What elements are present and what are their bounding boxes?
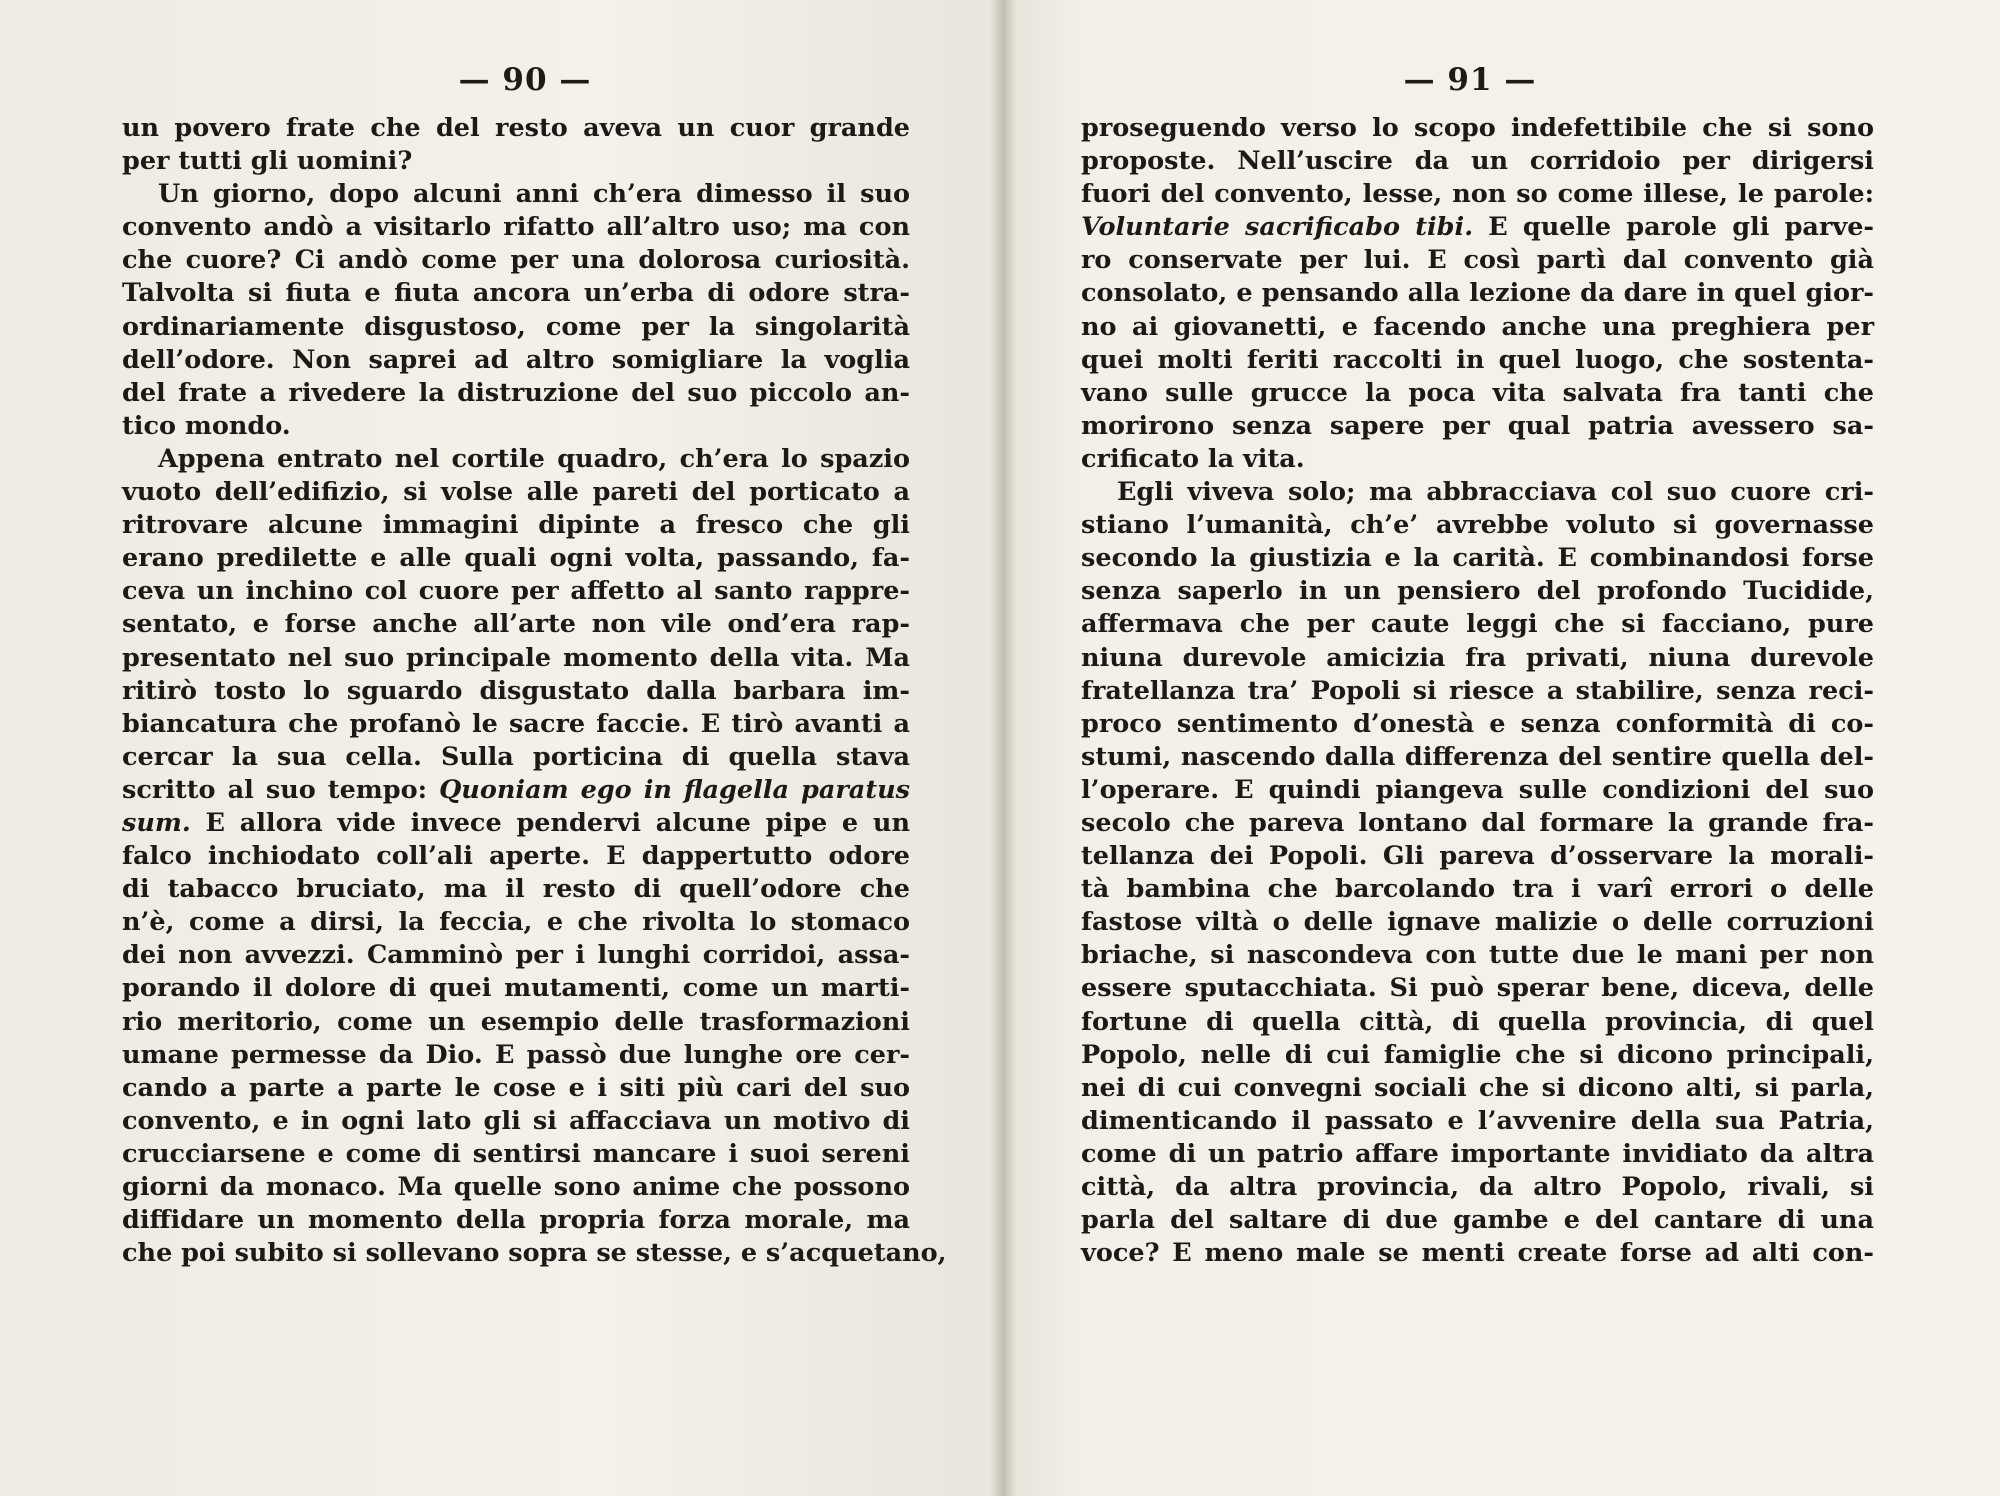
text-line — [122, 939, 910, 972]
text-line — [1081, 642, 1874, 675]
italic-latin-text: Voluntarie sacrificabo tibi. — [1081, 212, 1474, 243]
line-text: quei molti feriti raccolti in quel luogo, che sostenta- — [1081, 344, 1874, 375]
book-gutter — [990, 0, 1016, 1496]
line-text: convento, e in ogni lato gli si affacciava un motivo di — [122, 1105, 910, 1136]
text-line — [1081, 311, 1874, 344]
text-line — [122, 178, 910, 211]
text-line — [1081, 774, 1874, 807]
page-number: — 91 — — [1403, 62, 1537, 98]
line-text: diffidare un momento della propria forza morale, ma — [122, 1205, 910, 1236]
text-line — [122, 344, 910, 377]
text-line — [122, 145, 910, 178]
line-text: crucciarsene e come di sentirsi mancare i suoi sereni — [122, 1138, 910, 1169]
text-line — [122, 642, 910, 675]
text-line — [1081, 972, 1874, 1005]
text-line — [1081, 1072, 1874, 1105]
text-line — [122, 741, 910, 774]
line-text: dimenticando il passato e l’avvenire della sua Patria, — [1081, 1105, 1874, 1136]
text-line — [122, 277, 910, 310]
text-line — [122, 476, 910, 509]
line-text: biancatura che profanò le sacre faccie. E tirò avanti a — [122, 708, 910, 739]
text-line — [122, 443, 910, 476]
text-line — [1081, 344, 1874, 377]
text-line — [1081, 244, 1874, 277]
line-text: consolato, e pensando alla lezione da dare in quel gior- — [1081, 278, 1874, 309]
line-text: Appena entrato nel cortile quadro, ch’era lo spazio — [158, 443, 910, 474]
line-text: ro conservate per lui. E così partì dal convento già — [1081, 245, 1874, 276]
text-line — [1081, 1138, 1874, 1171]
line-text: presentato nel suo principale momento della vita. Ma — [122, 642, 910, 673]
line-text: tellanza dei Popoli. Gli pareva d’osservare la morali- — [1081, 841, 1874, 872]
line-text: l’operare. E quindi piangeva sulle condizioni del suo — [1081, 774, 1874, 805]
text-line — [122, 1039, 910, 1072]
line-text: proposte. Nell’uscire da un corridoio per dirigersi — [1081, 146, 1874, 177]
text-line — [122, 840, 910, 873]
line-text: ordinariamente disgustoso, come per la singolarità — [122, 311, 910, 342]
line-text: stumi, nascendo dalla differenza del sentire quella del- — [1081, 741, 1874, 772]
line-text: città, da altra provincia, da altro Popolo, rivali, si — [1081, 1172, 1874, 1202]
text-line — [122, 112, 910, 145]
line-text: giorni da monaco. Ma quelle sono anime che possono — [122, 1172, 910, 1202]
text-line — [122, 807, 910, 840]
line-text: voce? E meno male se menti create forse ad alti con- — [1081, 1238, 1874, 1269]
page-body — [1081, 112, 1874, 1270]
italic-latin-text: Quoniam ego in flagella paratus — [439, 774, 910, 805]
text-line — [122, 1006, 910, 1039]
text-line — [122, 708, 910, 741]
line-text: sentato, e forse anche all’arte non vile ond’era rap- — [122, 609, 910, 640]
line-text: parla del saltare di due gambe e del cantare di una — [1081, 1205, 1874, 1236]
text-line — [122, 675, 910, 708]
text-line — [122, 1105, 910, 1138]
line-text: E quelle parole gli parve- — [1473, 212, 1875, 243]
line-text: che cuore? Ci andò come per una dolorosa curiosità. — [122, 245, 910, 276]
text-line — [1081, 1006, 1874, 1039]
text-line — [122, 873, 910, 906]
line-text: cando a parte a parte le cose e i siti più cari del suo — [122, 1072, 910, 1103]
text-line — [1081, 575, 1874, 608]
line-text: affermava che per caute leggi che si facciano, pure — [1081, 609, 1874, 640]
text-line — [1081, 840, 1874, 873]
text-line — [1081, 906, 1874, 939]
text-line — [122, 1138, 910, 1171]
line-text: crificato la vita. — [1081, 443, 1305, 474]
right-page — [1003, 0, 2000, 1496]
text-line — [122, 244, 910, 277]
text-line — [1081, 410, 1874, 443]
line-text: n’è, come a dirsi, la feccia, e che rivolta lo stomaco — [122, 907, 910, 938]
text-line — [1081, 476, 1874, 509]
line-text: come di un patrio affare importante invidiato da altra — [1081, 1138, 1874, 1169]
line-text: E allora vide invece pendervi alcune pipe e un — [190, 807, 910, 838]
text-line — [122, 509, 910, 542]
line-text: scritto al suo tempo: — [122, 774, 428, 805]
text-line — [1081, 1171, 1874, 1204]
text-line — [1081, 1237, 1874, 1270]
text-line — [1081, 1204, 1874, 1237]
text-line — [1081, 509, 1874, 542]
line-text: fratellanza tra’ Popoli si riesce a stabilire, senza reci- — [1081, 675, 1874, 706]
text-line — [1081, 939, 1874, 972]
text-line — [122, 410, 910, 443]
line-text: fuori del convento, lesse, non so come illese, le parole: — [1081, 179, 1874, 210]
text-line — [122, 1237, 947, 1270]
line-text: Un giorno, dopo alcuni anni ch’era dimesso il suo — [158, 179, 910, 210]
text-line — [1081, 873, 1874, 906]
text-line — [122, 311, 910, 344]
text-line — [1081, 741, 1874, 774]
text-line — [1081, 542, 1874, 575]
text-line — [1081, 178, 1874, 211]
text-line — [122, 972, 910, 1005]
text-line — [1081, 608, 1874, 641]
text-line — [1081, 112, 1874, 145]
line-text: dell’odore. Non saprei ad altro somigliare la voglia — [122, 344, 910, 375]
italic-latin-text: sum. — [122, 807, 191, 838]
text-line — [1081, 443, 1874, 476]
line-text: niuna durevole amicizia fra privati, niuna durevole — [1081, 642, 1874, 673]
line-text: nei di cui convegni sociali che si dicono alti, si parla, — [1081, 1072, 1874, 1103]
line-text: un povero frate che del resto aveva un cuor grande — [122, 113, 910, 143]
line-text: proseguendo verso lo scopo indefettibile che si sono — [1081, 113, 1874, 143]
text-line — [1081, 145, 1874, 178]
line-text: convento andò a visitarlo rifatto all’altro uso; ma con — [122, 212, 910, 243]
text-line — [122, 1171, 910, 1204]
line-text: ritirò tosto lo sguardo disgustato dalla barbara im- — [122, 675, 910, 706]
text-line — [122, 211, 910, 244]
line-text: cercar la sua cella. Sulla porticina di quella stava — [122, 741, 910, 772]
line-text: secondo la giustizia e la carità. E combinandosi forse — [1081, 543, 1874, 574]
line-text: vuoto dell’edifizio, si volse alle pareti del porticato a — [122, 477, 910, 508]
text-line — [1081, 277, 1874, 310]
line-text: falco inchiodato coll’ali aperte. E dappertutto odore — [122, 841, 910, 872]
line-text: tico mondo. — [122, 410, 291, 441]
text-line — [1081, 211, 1874, 244]
text-line — [1081, 1105, 1874, 1138]
text-line — [122, 906, 910, 939]
line-text: rio meritorio, come un esempio delle trasformazioni — [122, 1006, 910, 1037]
text-line — [122, 542, 910, 575]
line-text: dei non avvezzi. Camminò per i lunghi corridoi, assa- — [122, 940, 910, 971]
text-line — [122, 774, 910, 807]
line-text: Talvolta si fiuta e fiuta ancora un’erba di odore stra- — [122, 278, 910, 309]
page-number: — 90 — — [458, 62, 592, 98]
line-text: che poi subito si sollevano sopra se stesse, e s’acquetano, — [122, 1238, 947, 1269]
text-line — [1081, 675, 1874, 708]
line-text: secolo che pareva lontano dal formare la grande fra- — [1081, 807, 1874, 838]
line-text: erano predilette e alle quali ogni volta, passando, fa- — [122, 543, 910, 574]
text-line — [1081, 1039, 1874, 1072]
text-line — [1081, 807, 1874, 840]
text-line — [1081, 708, 1874, 741]
line-text: del frate a rivedere la distruzione del suo piccolo an- — [122, 377, 910, 408]
line-text: essere sputacchiata. Si può sperar bene, diceva, delle — [1081, 973, 1874, 1004]
line-text: no ai giovanetti, e facendo anche una preghiera per — [1081, 311, 1874, 342]
line-text: porando il dolore di quei mutamenti, come un marti- — [122, 973, 910, 1004]
line-text: umane permesse da Dio. E passò due lunghe ore cer- — [122, 1039, 910, 1070]
line-text: Egli viveva solo; ma abbracciava col suo cuore cri- — [1117, 477, 1874, 508]
line-text: ceva un inchino col cuore per affetto al santo rappre- — [122, 576, 910, 607]
line-text: per tutti gli uomini? — [122, 146, 413, 177]
text-line — [122, 575, 910, 608]
line-text: stiano l’umanità, ch’e’ avrebbe voluto si governasse — [1081, 510, 1874, 541]
line-text: proco sentimento d’onestà e senza conformità di co- — [1081, 708, 1874, 739]
text-line — [1081, 377, 1874, 410]
text-line — [122, 377, 910, 410]
text-line — [122, 608, 910, 641]
text-line — [122, 1072, 910, 1105]
line-text: tà bambina che barcolando tra i varî errori o delle — [1081, 874, 1874, 905]
line-text: vano sulle grucce la poca vita salvata fra tanti che — [1081, 377, 1874, 408]
line-text: senza saperlo in un pensiero del profondo Tucidide, — [1081, 576, 1874, 607]
line-text: Popolo, nelle di cui famiglie che si dicono principali, — [1081, 1039, 1874, 1070]
text-line — [122, 1204, 910, 1237]
line-text: morirono senza sapere per qual patria avessero sa- — [1081, 410, 1874, 441]
line-text: ritrovare alcune immagini dipinte a fresco che gli — [122, 510, 910, 541]
line-text: fastose viltà o delle ignave malizie o delle corruzioni — [1081, 907, 1874, 938]
page-body — [122, 112, 947, 1270]
line-text: fortune di quella città, di quella provincia, di quel — [1081, 1006, 1874, 1037]
line-text: briache, si nascondeva con tutte due le mani per non — [1081, 940, 1874, 971]
line-text: di tabacco bruciato, ma il resto di quell’odore che — [122, 874, 910, 905]
